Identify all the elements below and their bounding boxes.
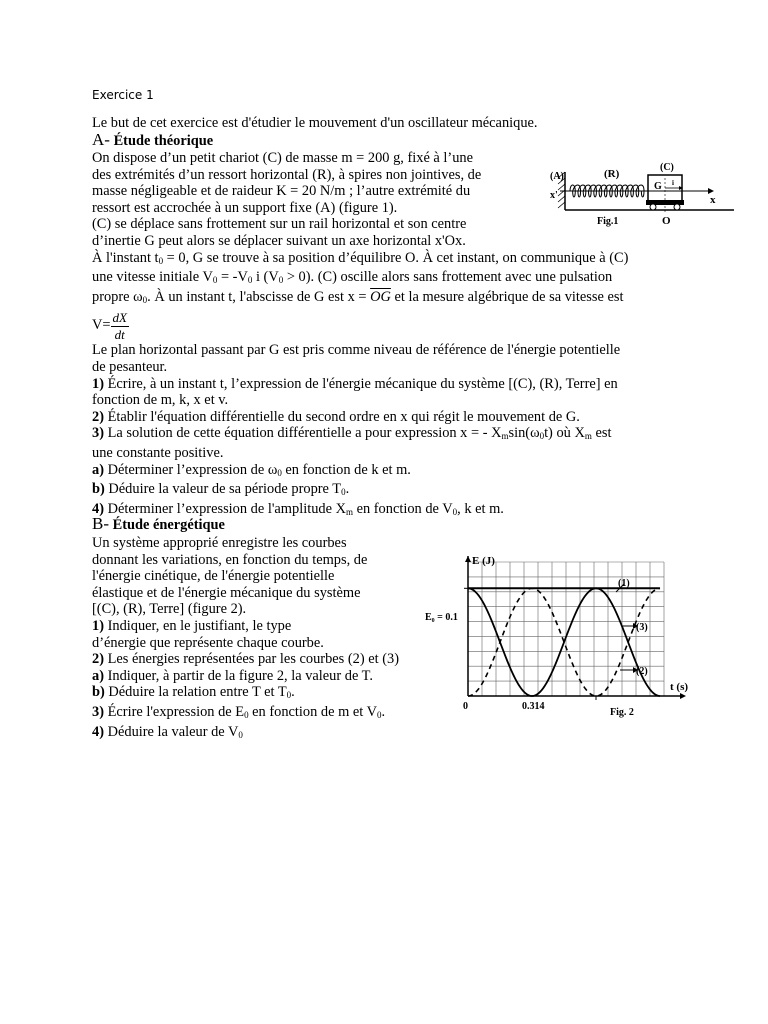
question-a2: 2) Établir l'équation différentielle du second ordre en x qui régit le mouvement de G.: [92, 408, 580, 425]
chart-curves: [464, 584, 660, 700]
question-a3b: b) Déduire la valeur de sa période propre $T_0$.: [92, 481, 350, 498]
a-line: Le plan horizontal passant par G est pris comme niveau de référence de l'énergie potentielle: [92, 342, 621, 359]
a-line: On dispose d’un petit chariot (C) de masse m = 200 g, fixé à l’une: [92, 150, 473, 166]
label-x: x: [710, 194, 716, 206]
exercise-title: Exercice 1: [92, 88, 154, 102]
question-b3: 3) Écrire l'expression de $E_0$ en fonction de m et $V_0$.: [92, 703, 386, 720]
a-line: ressort est accrochée à un support fixe (A) (figure 1).: [92, 199, 398, 216]
figure-2-energy-chart: [424, 548, 708, 724]
figure-1-caption: Fig.1: [597, 216, 619, 227]
curve-2-label: (2): [636, 666, 648, 677]
label-x-prime: x': [550, 190, 558, 201]
origin-label: 0: [463, 701, 468, 712]
figure-2-caption: Fig. 2: [610, 707, 634, 718]
part-a-title: Étude théorique: [113, 133, 214, 149]
intro-paragraph: Le but de cet exercice est d'étudier le mouvement d'un oscillateur mécanique.: [92, 115, 538, 131]
part-a-letter: A-: [92, 130, 110, 149]
question-b2b: b) Déduire la relation entre T et $T_0$.: [92, 684, 295, 701]
cart-wheel-right: [674, 204, 680, 210]
vector-og: $\overline{OG}$: [370, 288, 391, 305]
y-axis-label: E (J): [472, 555, 495, 567]
x-axis-arrow: [680, 693, 686, 699]
chart-axes: [465, 556, 689, 699]
question-a3-cont: une constante positive.: [92, 444, 224, 461]
b-line: donnant les variations, en fonction du temps, de: [92, 551, 368, 568]
cart-wheel-left: [650, 204, 656, 210]
label-O: O: [662, 215, 671, 227]
part-b-heading: [92, 516, 225, 534]
tick-label-0314: 0.314: [522, 701, 545, 712]
a-line: d’inertie G peut alors se déplacer suivant un axe horizontal x'Ox.: [92, 232, 466, 249]
curve-3-label: (3): [636, 622, 648, 633]
label-R: (R): [604, 168, 620, 180]
b-line: Un système approprié enregistre les courbes: [92, 535, 347, 551]
part-b-letter: B-: [92, 514, 109, 533]
e0-label: E₀ = 0.1: [425, 612, 458, 623]
label-C: (C): [660, 162, 674, 173]
a-line: (C) se déplace sans frottement sur un rail horizontal et son centre: [92, 216, 467, 233]
question-a4: 4) Déterminer l’expression de l'amplitude $X_m$ en fonction de $V_0$, k et m.: [92, 500, 504, 517]
question-b1-cont: d’énergie que représente chaque courbe.: [92, 634, 324, 651]
a-line: une vitesse initiale $V_0 = -V_0$ i $(V_0 > 0)$. (C) oscille alors sans frottement avec une pulsation: [92, 269, 613, 286]
b-line: [(C), (R), Terre] (figure 2).: [92, 601, 247, 618]
figure-1-spring-cart: [548, 158, 738, 228]
derivative-fraction: $\frac{dX}{dt}$: [112, 309, 127, 342]
label-G: G: [654, 181, 662, 192]
label-i: i: [672, 179, 674, 187]
question-b1: 1) Indiquer, en le justifiant, le type: [92, 617, 292, 634]
label-A: (A): [550, 171, 564, 182]
part-b-title: Étude énergétique: [112, 517, 225, 533]
question-b2a: a) Indiquer, à partir de la figure 2, la valeur de T.: [92, 667, 374, 684]
b-line: élastique et de l'énergie mécanique du système: [92, 584, 361, 601]
question-a3a: a) Déterminer l’expression de $\omega_0$ en fonction de k et m.: [92, 461, 411, 478]
question-a1-cont: fonction de m, k, x et v.: [92, 392, 229, 409]
part-b-body: [92, 535, 399, 743]
question-a1: 1) Écrire, à un instant t, l’expression de l'énergie mécanique du système [(C), (R), Terre] en: [92, 375, 618, 392]
x-axis-label: t (s): [670, 681, 689, 693]
a-line: À l'instant $t_0 = 0$, G se trouve à sa position d’équilibre O. À cet instant, on communique à (C): [92, 249, 629, 266]
b-line: l'énergie cinétique, de l'énergie potentielle: [92, 568, 335, 585]
question-b4: 4) Déduire la valeur de $V_0$: [92, 723, 243, 740]
chart-grid: [468, 562, 664, 696]
a-line: de pesanteur.: [92, 358, 168, 375]
a-line: propre $\omega_0$. À un instant t, l'abscisse de G est $x = \overline{OG}$ et la mesure algébrique de sa vitesse est: [92, 288, 624, 305]
question-b2: 2) Les énergies représentées par les courbes (2) et (3): [92, 651, 400, 668]
curve-1-solid: [468, 588, 660, 696]
question-a3: 3) La solution de cette équation différentielle a pour expression x = - $X_m\sin(\omega_0t)$ où $X_m$ est: [92, 425, 612, 442]
a-line: des extrémités d’un ressort horizontal (R), à spires non jointives, de: [92, 166, 482, 183]
a-line: masse négligeable et de raideur K = 20 N/m ; l’autre extrémité du: [92, 183, 471, 200]
y-axis-arrow: [465, 556, 471, 562]
curve-1-label: (1): [618, 578, 630, 589]
velocity-formula: V= $\frac{dX}{dt}$: [92, 309, 127, 342]
part-a-heading: [92, 132, 213, 150]
